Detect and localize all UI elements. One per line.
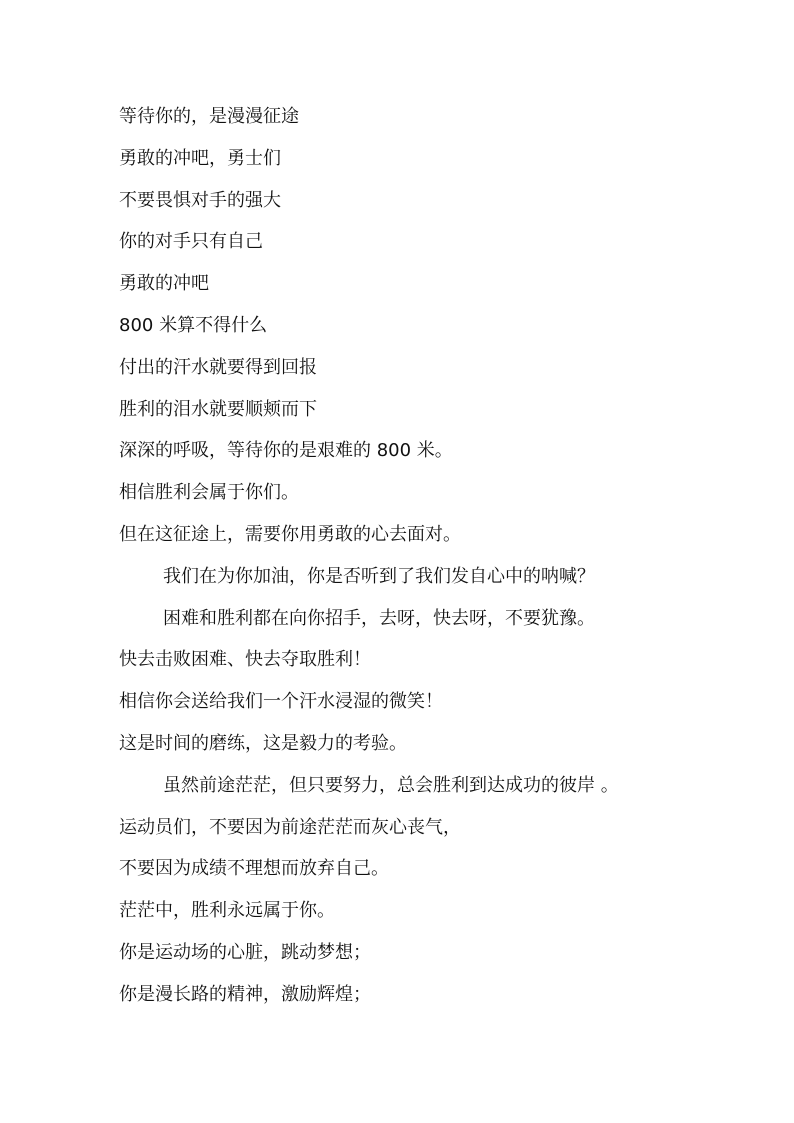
text-line-20: 茫茫中，胜利永远属于你。 — [119, 900, 335, 922]
text-line-4: 你的对手只有自己 — [119, 231, 263, 253]
text-line-6: 800 米算不得什么 — [119, 314, 268, 336]
text-line-9: 深深的呼吸，等待你的是艰难的 800 米。 — [119, 440, 453, 462]
text-line-21: 你是运动场的心脏，跳动梦想； — [119, 941, 371, 963]
text-line-7: 付出的汗水就要得到回报 — [119, 356, 317, 378]
text-line-14: 快去击败困难、快去夺取胜利！ — [119, 649, 371, 671]
text-line-15: 相信你会送给我们一个汗水浸湿的微笑！ — [119, 691, 443, 713]
text-line-22: 你是漫长路的精神，激励辉煌； — [119, 983, 371, 1005]
text-line-19: 不要因为成绩不理想而放弃自己。 — [119, 858, 389, 880]
text-line-17: 虽然前途茫茫，但只要努力，总会胜利到达成功的彼岸 。 — [163, 774, 619, 796]
text-line-1: 等待你的，是漫漫征途 — [119, 106, 299, 127]
text-line-8: 胜利的泪水就要顺颊而下 — [119, 398, 317, 420]
text-line-3: 不要畏惧对手的强大 — [119, 189, 281, 211]
text-line-12: 我们在为你加油，你是否听到了我们发自心中的呐喊？ — [163, 565, 595, 587]
text-line-11: 但在这征途上，需要你用勇敢的心去面对。 — [119, 523, 461, 545]
text-line-13: 困难和胜利都在向你招手，去呀，快去呀，不要犹豫。 — [163, 607, 595, 629]
text-line-5: 勇敢的冲吧 — [119, 273, 209, 295]
poem-body — [119, 102, 719, 1022]
text-line-2: 勇敢的冲吧，勇士们 — [119, 147, 281, 169]
text-line-16: 这是时间的磨练，这是毅力的考验。 — [119, 732, 407, 754]
text-line-18: 运动员们，不要因为前途茫茫而灰心丧气， — [119, 816, 461, 838]
text-line-10: 相信胜利会属于你们。 — [119, 482, 299, 504]
